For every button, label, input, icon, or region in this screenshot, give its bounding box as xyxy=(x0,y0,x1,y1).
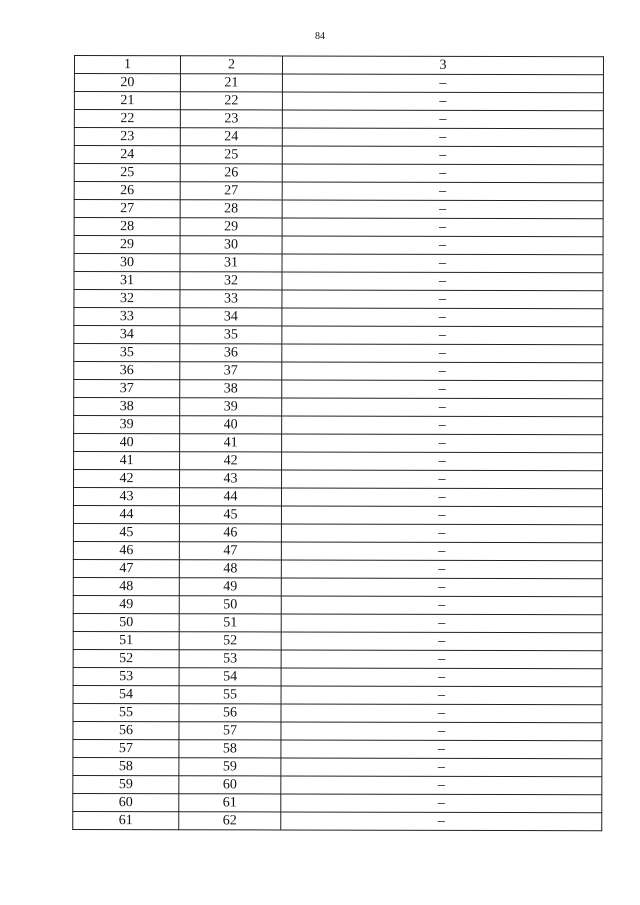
table-cell-col-2: 39 xyxy=(180,398,282,416)
table-cell-col-3: – xyxy=(282,434,603,453)
table-cell-col-2: 57 xyxy=(179,722,281,740)
table-cell-col-2: 56 xyxy=(179,704,281,722)
table-cell-col-1: 23 xyxy=(74,128,180,146)
table-row xyxy=(73,775,602,794)
table-row xyxy=(73,793,602,812)
table-cell-col-1: 44 xyxy=(73,505,179,523)
table-row xyxy=(73,649,602,668)
table-cell-col-1: 45 xyxy=(73,523,179,541)
table-cell-col-2: 50 xyxy=(179,596,281,614)
table-cell-col-1: 53 xyxy=(73,667,179,685)
table-cell-col-3: – xyxy=(282,110,603,129)
table-cell-col-3: – xyxy=(282,470,603,489)
table-cell-col-3: – xyxy=(281,704,602,723)
table-cell-col-2: 26 xyxy=(180,164,282,182)
table-cell-col-3: – xyxy=(282,362,603,381)
table-cell-col-1: 34 xyxy=(74,326,180,344)
table-row xyxy=(73,667,602,686)
data-table xyxy=(72,55,604,831)
table-cell-col-3: – xyxy=(281,650,602,669)
table-cell-col-2: 52 xyxy=(179,632,281,650)
table-cell-col-1: 43 xyxy=(73,488,179,506)
table-cell-col-1: 50 xyxy=(73,613,179,631)
table-cell-col-2: 41 xyxy=(180,434,282,452)
table-cell-col-2: 43 xyxy=(180,470,282,488)
table-cell-col-2: 47 xyxy=(179,542,281,560)
table-cell-col-2: 36 xyxy=(180,344,282,362)
table-cell-col-2: 24 xyxy=(180,128,282,146)
table-cell-col-2: 29 xyxy=(180,218,282,236)
table-cell-col-3: – xyxy=(282,452,603,471)
table-cell-col-3: – xyxy=(282,416,603,435)
table-cell-col-2: 32 xyxy=(180,272,282,290)
table-cell-col-3: – xyxy=(282,182,603,201)
table-row xyxy=(74,416,603,435)
table-cell-col-2: 22 xyxy=(180,92,282,110)
table-cell-col-1: 42 xyxy=(74,470,180,488)
table-cell-col-1: 35 xyxy=(74,344,180,362)
table-cell-col-3: – xyxy=(282,128,603,147)
table-cell-col-1: 28 xyxy=(74,218,180,236)
table-cell-col-3: – xyxy=(281,812,602,831)
table-cell-col-1: 57 xyxy=(73,739,179,757)
table-cell-col-3: – xyxy=(281,524,602,543)
table-row xyxy=(74,92,603,111)
table-row xyxy=(73,721,602,740)
table-row xyxy=(74,344,603,363)
table-row xyxy=(74,290,603,309)
table-cell-col-1: 33 xyxy=(74,308,180,326)
table-cell-col-2: 46 xyxy=(179,524,281,542)
table-cell-col-2: 23 xyxy=(180,110,282,128)
table-cell-col-3: – xyxy=(282,74,603,93)
table-row xyxy=(73,505,602,524)
table-cell-col-2: 55 xyxy=(179,686,281,704)
table-cell-col-3: – xyxy=(282,308,603,327)
table-cell-col-1: 49 xyxy=(73,595,179,613)
table-cell-col-2: 38 xyxy=(180,380,282,398)
table-cell-col-3: – xyxy=(282,164,603,183)
table-row xyxy=(73,488,602,507)
table-cell-col-1: 46 xyxy=(73,541,179,559)
table-cell-col-3: – xyxy=(281,740,602,759)
table-cell-col-3: – xyxy=(281,632,602,651)
table-cell-col-3: – xyxy=(282,326,603,345)
table-cell-col-3: – xyxy=(281,542,602,561)
table-cell-col-1: 36 xyxy=(74,362,180,380)
table-cell-col-2: 60 xyxy=(179,776,281,794)
table-cell-col-2: 40 xyxy=(180,416,282,434)
table-cell-col-2: 21 xyxy=(180,74,282,92)
table-row xyxy=(73,703,602,722)
table-row xyxy=(74,308,603,327)
column-header-3: 3 xyxy=(282,56,603,75)
table-row xyxy=(74,218,603,237)
table-cell-col-1: 25 xyxy=(74,164,180,182)
table-cell-col-1: 22 xyxy=(74,110,180,128)
table-row xyxy=(73,757,602,776)
table-cell-col-3: – xyxy=(281,506,602,525)
table-row xyxy=(73,595,602,614)
table-cell-col-2: 30 xyxy=(180,236,282,254)
table-row xyxy=(74,110,603,129)
table-cell-col-2: 59 xyxy=(179,758,281,776)
table-cell-col-1: 41 xyxy=(74,452,180,470)
table-row xyxy=(74,254,603,273)
table-cell-col-1: 26 xyxy=(74,182,180,200)
table-cell-col-3: – xyxy=(282,290,603,309)
table-row xyxy=(74,380,603,399)
table-row xyxy=(73,631,602,650)
table-row xyxy=(74,200,603,219)
table-cell-col-2: 34 xyxy=(180,308,282,326)
table-cell-col-3: – xyxy=(281,758,602,777)
page-number: 84 xyxy=(315,31,325,42)
table-cell-col-1: 48 xyxy=(73,577,179,595)
table-cell-col-3: – xyxy=(281,686,602,705)
table-cell-col-2: 28 xyxy=(180,200,282,218)
table-cell-col-1: 60 xyxy=(73,793,179,811)
column-header-2: 2 xyxy=(180,56,282,74)
table-cell-col-2: 51 xyxy=(179,614,281,632)
table-cell-col-3: – xyxy=(282,218,603,237)
table-cell-col-2: 42 xyxy=(180,452,282,470)
table-cell-col-3: – xyxy=(282,92,603,111)
table-cell-col-2: 48 xyxy=(179,560,281,578)
table-row xyxy=(73,685,602,704)
table-row xyxy=(74,74,603,93)
table-cell-col-1: 51 xyxy=(73,631,179,649)
table-cell-col-2: 61 xyxy=(179,794,281,812)
table-row xyxy=(73,811,602,830)
table-row xyxy=(74,434,603,453)
table-cell-col-1: 55 xyxy=(73,703,179,721)
table-cell-col-1: 31 xyxy=(74,272,180,290)
table-row xyxy=(74,326,603,345)
table-cell-col-2: 31 xyxy=(180,254,282,272)
table-cell-col-1: 24 xyxy=(74,146,180,164)
table-cell-col-3: – xyxy=(281,722,602,741)
table-row xyxy=(74,164,603,183)
table-cell-col-3: – xyxy=(281,488,602,507)
table-cell-col-1: 61 xyxy=(73,811,179,829)
table-cell-col-3: – xyxy=(282,398,603,417)
table-row xyxy=(74,236,603,255)
table-cell-col-1: 38 xyxy=(74,398,180,416)
table-cell-col-1: 56 xyxy=(73,721,179,739)
table-row xyxy=(73,523,602,542)
table-row xyxy=(73,541,602,560)
table-header-row xyxy=(74,56,603,75)
table-cell-col-2: 33 xyxy=(180,290,282,308)
table-cell-col-2: 53 xyxy=(179,650,281,668)
table-cell-col-3: – xyxy=(282,236,603,255)
table-cell-col-1: 37 xyxy=(74,380,180,398)
table-row xyxy=(74,146,603,165)
table-row xyxy=(73,739,602,758)
column-header-1: 1 xyxy=(74,56,180,74)
table-row xyxy=(73,559,602,578)
table-row xyxy=(73,577,602,596)
table-cell-col-3: – xyxy=(282,380,603,399)
table-cell-col-1: 29 xyxy=(74,236,180,254)
table-cell-col-3: – xyxy=(281,578,602,597)
table-cell-col-3: – xyxy=(282,344,603,363)
table-cell-col-2: 35 xyxy=(180,326,282,344)
table-cell-col-3: – xyxy=(281,560,602,579)
table-cell-col-3: – xyxy=(281,596,602,615)
table-cell-col-2: 25 xyxy=(180,146,282,164)
table-cell-col-3: – xyxy=(281,794,602,813)
table-cell-col-2: 54 xyxy=(179,668,281,686)
table-row xyxy=(74,452,603,471)
table-row xyxy=(74,182,603,201)
table-cell-col-3: – xyxy=(282,146,603,165)
table-cell-col-1: 30 xyxy=(74,254,180,272)
table-cell-col-2: 37 xyxy=(180,362,282,380)
table-cell-col-1: 40 xyxy=(74,434,180,452)
table-cell-col-2: 44 xyxy=(179,488,281,506)
table-row xyxy=(73,613,602,632)
table-cell-col-1: 47 xyxy=(73,559,179,577)
table-cell-col-2: 49 xyxy=(179,578,281,596)
table-cell-col-1: 39 xyxy=(74,416,180,434)
table-cell-col-1: 54 xyxy=(73,685,179,703)
table-cell-col-2: 62 xyxy=(179,812,281,830)
table-cell-col-3: – xyxy=(282,254,603,273)
table-cell-col-1: 52 xyxy=(73,649,179,667)
table-cell-col-2: 58 xyxy=(179,740,281,758)
table-cell-col-3: – xyxy=(282,200,603,219)
table-row xyxy=(74,362,603,381)
table-cell-col-1: 21 xyxy=(74,92,180,110)
table-cell-col-1: 32 xyxy=(74,290,180,308)
table-row xyxy=(74,470,603,489)
table-cell-col-3: – xyxy=(281,668,602,687)
table-body xyxy=(73,74,604,831)
table-cell-col-1: 27 xyxy=(74,200,180,218)
table-row xyxy=(74,272,603,291)
table-cell-col-2: 45 xyxy=(179,506,281,524)
table-cell-col-2: 27 xyxy=(180,182,282,200)
table-cell-col-3: – xyxy=(282,272,603,291)
table-cell-col-3: – xyxy=(281,614,602,633)
table-cell-col-1: 59 xyxy=(73,775,179,793)
table-cell-col-1: 20 xyxy=(74,74,180,92)
table-row xyxy=(74,398,603,417)
table-cell-col-1: 58 xyxy=(73,757,179,775)
table-row xyxy=(74,128,603,147)
table-cell-col-3: – xyxy=(281,776,602,795)
